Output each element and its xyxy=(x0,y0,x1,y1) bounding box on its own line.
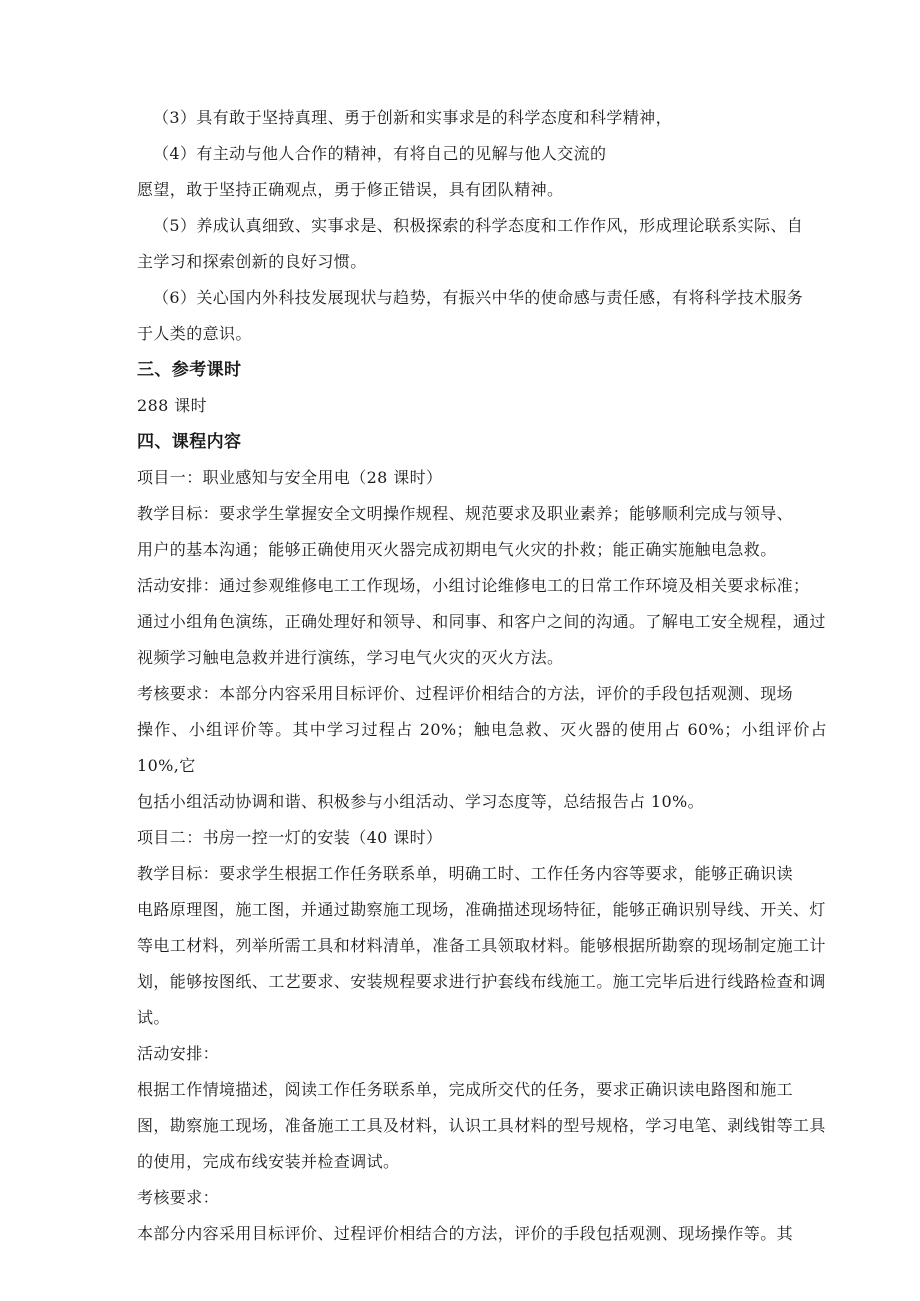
project2-goal-line4: 划，能够按图纸、工艺要求、安装规程要求进行护套线布线施工。施工完毕后进行线路检查和调 xyxy=(137,972,826,991)
project2-goal-line2: 电路原理图，施工图，并通过勘察施工现场，准确描述现场特征，能够正确识别导线、开关、灯 xyxy=(137,900,826,919)
project2-goal-line3: 等电工材料，列举所需工具和材料清单，准备工具领取材料。能够根据所勘察的现场制定施工计 xyxy=(137,936,826,955)
project1-assess-line2: 操作、小组评价等。其中学习过程占 20%；触电急救、灭火器的使用占 60%；小组评价占 10%,它 xyxy=(137,720,827,775)
project2-activity-line3: 的使用，完成布线安装并检查调试。 xyxy=(137,1152,400,1171)
project2-goal-line5: 试。 xyxy=(137,1008,170,1027)
objective-5-line2: 主学习和探索创新的良好习惯。 xyxy=(137,252,367,271)
objective-6-line1: （6）关心国内外科技发展现状与趋势，有振兴中华的使命感与责任感，有将科学技术服务 xyxy=(153,288,804,307)
project1-activity-line1: 活动安排：通过参观维修电工工作现场，小组讨论维修电工的日常工作环境及相关要求标准； xyxy=(137,576,810,595)
objective-5-line1: （5）养成认真细致、实事求是、积极探索的科学态度和工作作风，形成理论联系实际、自 xyxy=(153,216,804,235)
objective-4-line2: 愿望，敢于坚持正确观点，勇于修正错误，具有团队精神。 xyxy=(137,180,564,199)
project2-activity-line2: 图，勘察施工现场，准备施工工具及材料，认识工具材料的型号规格，学习电笔、剥线钳等工具 xyxy=(137,1116,826,1135)
objective-4-line1: （4）有主动与他人合作的精神，有将自己的见解与他人交流的 xyxy=(153,144,607,163)
project1-activity-line3: 视频学习触电急救并进行演练，学习电气火灾的灭火方法。 xyxy=(137,648,564,667)
project2-assess-label: 考核要求： xyxy=(137,1188,220,1207)
project1-activity-line2: 通过小组角色演练，正确处理好和领导、和同事、和客户之间的沟通。了解电工安全规程，通过 xyxy=(137,612,826,631)
project2-goal-line1: 教学目标：要求学生根据工作任务联系单，明确工时、工作任务内容等要求，能够正确识读 xyxy=(137,864,794,883)
project1-assess-line3: 包括小组活动协调和谐、积极参与小组活动、学习态度等，总结报告占 10%。 xyxy=(137,792,705,811)
project2-activity-label: 活动安排： xyxy=(137,1044,220,1063)
project1-goal-line2: 用户的基本沟通；能够正确使用灭火器完成初期电气火灾的扑救；能正确实施触电急救。 xyxy=(137,540,777,559)
project1-title: 项目一：职业感知与安全用电（28 课时） xyxy=(137,468,443,487)
hours-value: 288 课时 xyxy=(137,396,208,415)
project2-assess-line1: 本部分内容采用目标评价、过程评价相结合的方法，评价的手段包括观测、现场操作等。其 xyxy=(137,1224,794,1243)
content-heading: 四、课程内容 xyxy=(137,432,242,452)
project2-title: 项目二：书房一控一灯的安装（40 课时） xyxy=(137,828,443,847)
project2-activity-line1: 根据工作情境描述，阅读工作任务联系单，完成所交代的任务，要求正确识读电路图和施工 xyxy=(137,1080,794,1099)
document-page xyxy=(137,100,827,1252)
hours-heading: 三、参考课时 xyxy=(137,360,242,380)
project1-assess-line1: 考核要求：本部分内容采用目标评价、过程评价相结合的方法，评价的手段包括观测、现场 xyxy=(137,684,794,703)
objective-6-line2: 于人类的意识。 xyxy=(137,324,252,343)
objective-3: （3）具有敢于坚持真理、勇于创新和实事求是的科学态度和科学精神， xyxy=(153,108,672,127)
project1-goal-line1: 教学目标：要求学生掌握安全文明操作规程、规范要求及职业素养；能够顺利完成与领导、 xyxy=(137,504,794,523)
